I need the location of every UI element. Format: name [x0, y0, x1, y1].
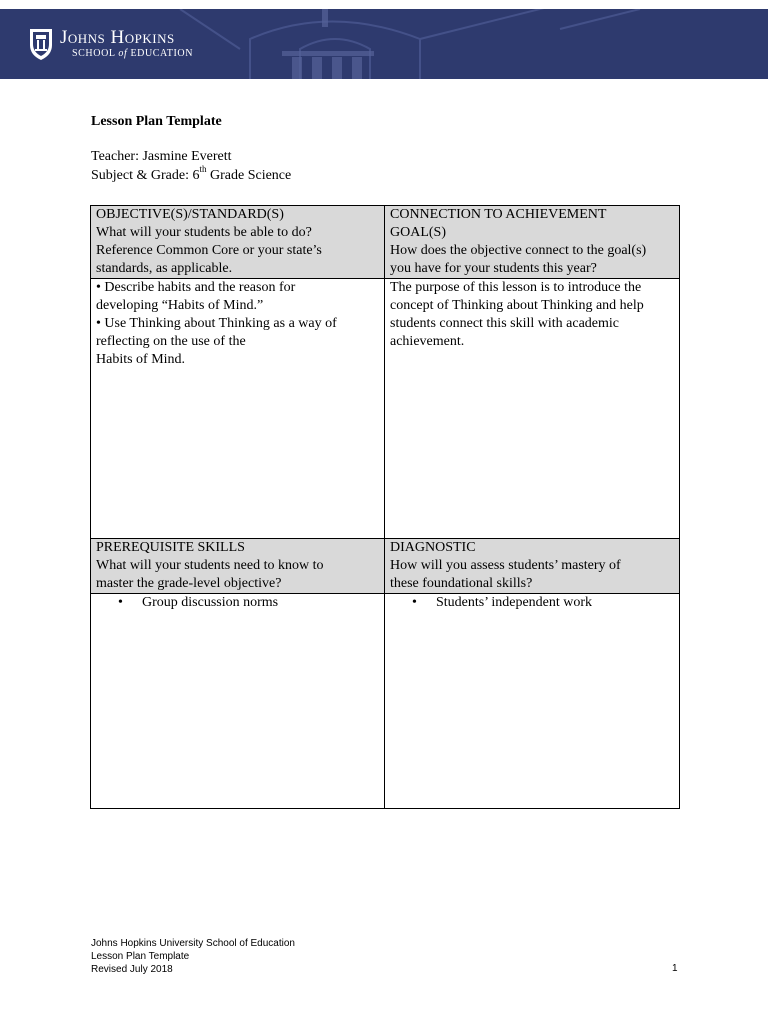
connection-body-line: achievement. [390, 334, 465, 349]
connection-body-line: students connect this skill with academic [390, 316, 620, 331]
prerequisite-list [96, 594, 379, 612]
connection-prompt-1: How does the objective connect to the goal(s) [390, 243, 647, 258]
logo-name: Johns Hopkins [60, 27, 175, 48]
prerequisite-prompt-2: master the grade-level objective? [96, 576, 282, 591]
diagnostic-heading: DIAGNOSTIC [390, 540, 476, 555]
subject-grade-line: Subject & Grade: 6th Grade Science [91, 164, 292, 183]
objective-prompt-1: What will your students be able to do? [96, 225, 312, 240]
diagnostic-body-cell[interactable] [385, 594, 680, 809]
footer-revision-date: Revised July 2018 [91, 964, 173, 975]
list-item: • Group discussion norms [142, 594, 379, 612]
objective-body-line: • Use Thinking about Thinking as a way of [96, 316, 337, 331]
school-logo[interactable] [28, 27, 193, 61]
connection-body-cell[interactable] [385, 279, 680, 539]
objective-prompt-2: Reference Common Core or your state’s [96, 243, 322, 258]
objective-body-line: • Describe habits and the reason for [96, 280, 296, 295]
page-number: 1 [672, 963, 678, 974]
objective-heading: OBJECTIVE(S)/STANDARD(S) [96, 207, 284, 222]
prerequisite-body-cell[interactable] [91, 594, 385, 809]
diagnostic-header-cell [385, 539, 680, 594]
university-shield-icon [28, 27, 54, 61]
objective-prompt-3: standards, as applicable. [96, 261, 233, 276]
connection-heading-2: GOAL(S) [390, 225, 446, 240]
connection-heading-1: CONNECTION TO ACHIEVEMENT [390, 207, 607, 222]
diagnostic-list [390, 594, 674, 612]
objective-body-cell[interactable] [91, 279, 385, 539]
objective-header-cell [91, 206, 385, 279]
connection-prompt-2: you have for your students this year? [390, 261, 597, 276]
footer-institution: Johns Hopkins University School of Education [91, 938, 295, 949]
logo-subtitle: SCHOOL of EDUCATION [72, 48, 194, 59]
page-footer [91, 937, 295, 976]
diagnostic-prompt-2: these foundational skills? [390, 576, 533, 591]
diagnostic-prompt-1: How will you assess students’ mastery of [390, 558, 621, 573]
connection-body-line: The purpose of this lesson is to introduce the [390, 280, 642, 295]
header-banner [0, 9, 768, 79]
prerequisite-prompt-1: What will your students need to know to [96, 558, 324, 573]
footer-document-name: Lesson Plan Template [91, 951, 190, 962]
lesson-plan-table [90, 205, 680, 809]
prerequisite-heading: PREREQUISITE SKILLS [96, 540, 245, 555]
objective-body-line: reflecting on the use of the [96, 334, 246, 349]
objective-body-line: Habits of Mind. [96, 352, 186, 367]
connection-header-cell [385, 206, 680, 279]
document-title: Lesson Plan Template [91, 114, 222, 129]
teacher-line: Teacher: Jasmine Everett [91, 149, 232, 164]
page-top-margin [0, 0, 768, 9]
prerequisite-header-cell [91, 539, 385, 594]
connection-body-line: concept of Thinking about Thinking and help [390, 298, 644, 313]
objective-body-line: developing “Habits of Mind.” [96, 298, 264, 313]
list-item: • Students’ independent work [436, 594, 674, 612]
